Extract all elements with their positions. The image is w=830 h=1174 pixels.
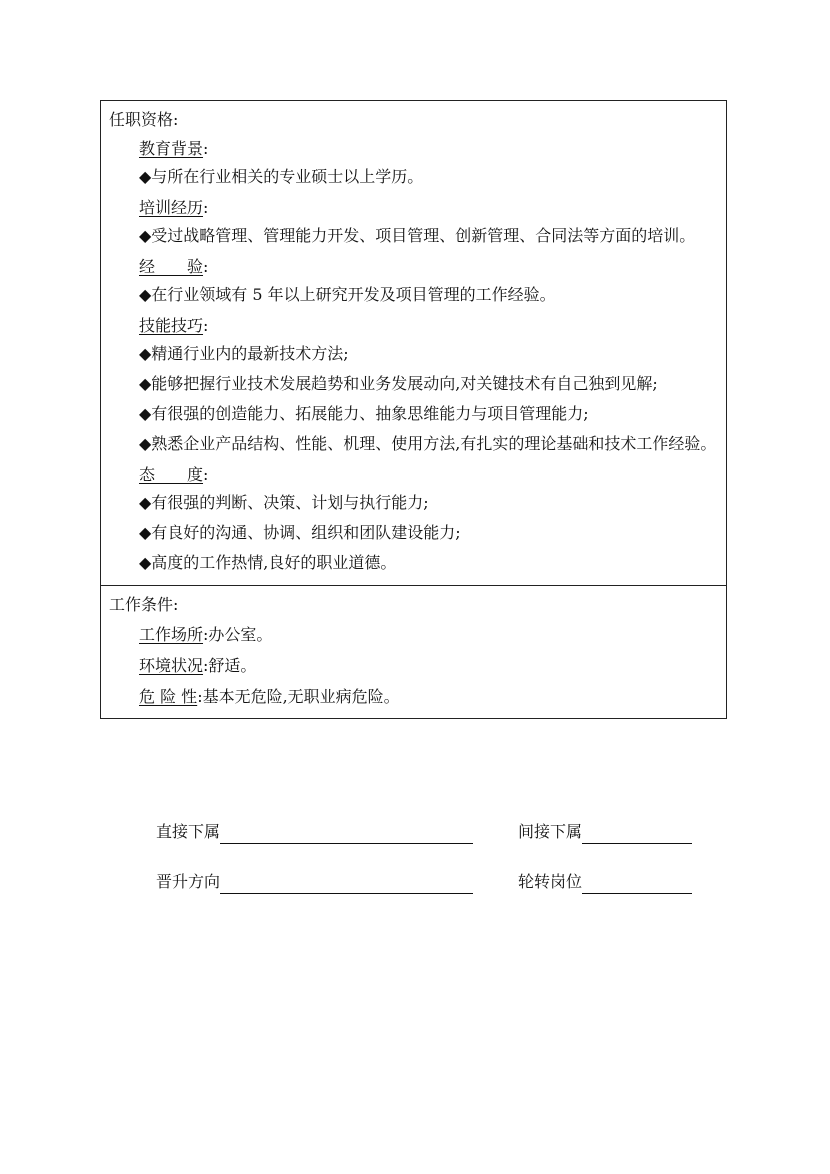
conditions-section [101, 585, 726, 718]
condition-label: 环境状况 [139, 656, 204, 675]
direct-subordinate-field [156, 820, 473, 844]
experience-label: 经 验 [139, 257, 204, 276]
qualifications-title: 任职资格: [109, 110, 179, 129]
promotion-direction-field [156, 870, 473, 894]
condition-row-environment [109, 650, 718, 681]
promotion-direction-label: 晋升方向 [156, 872, 221, 891]
experience-colon: : [203, 257, 209, 276]
skills-item: ◆能够把握行业技术发展趋势和业务发展动向,对关键技术有自己独到见解; [139, 374, 658, 393]
qualification-table [100, 100, 727, 719]
attitude-label: 态 度 [139, 465, 204, 484]
condition-value: :办公室。 [203, 625, 273, 644]
training-colon: : [203, 198, 209, 217]
skills-heading [109, 311, 718, 340]
direct-subordinate-label: 直接下属 [156, 822, 221, 841]
direct-subordinate-input-line[interactable] [220, 823, 473, 844]
conditions-title: 工作条件: [109, 595, 179, 614]
indirect-subordinate-label: 间接下属 [518, 822, 583, 841]
education-label: 教育背景 [139, 139, 204, 158]
condition-label: 危 险 性 [139, 687, 198, 706]
experience-heading [109, 252, 718, 281]
skills-item: ◆有很强的创造能力、拓展能力、抽象思维能力与项目管理能力; [139, 404, 589, 423]
training-label: 培训经历 [139, 198, 204, 217]
training-heading [109, 193, 718, 222]
indirect-subordinate-field [518, 820, 692, 844]
attitude-heading [109, 460, 718, 489]
condition-value: :舒适。 [203, 656, 257, 675]
attitude-item: ◆高度的工作热情,良好的职业道德。 [139, 553, 397, 572]
condition-row-workplace [109, 619, 718, 650]
skills-colon: : [203, 316, 209, 335]
skills-label: 技能技巧 [139, 316, 204, 335]
condition-label: 工作场所 [139, 625, 204, 644]
attitude-colon: : [203, 465, 209, 484]
indirect-subordinate-input-line[interactable] [582, 823, 692, 844]
condition-row-hazard [109, 681, 718, 712]
rotation-position-label: 轮转岗位 [518, 872, 583, 891]
promotion-direction-input-line[interactable] [220, 873, 473, 894]
rotation-position-field [518, 870, 692, 894]
training-item: ◆受过战略管理、管理能力开发、项目管理、创新管理、合同法等方面的培训。 [139, 226, 696, 245]
skills-item: ◆精通行业内的最新技术方法; [139, 344, 349, 363]
rotation-position-input-line[interactable] [582, 873, 692, 894]
education-colon: : [203, 139, 209, 158]
education-item: ◆与所在行业相关的专业硕士以上学历。 [139, 167, 424, 186]
skills-item: ◆熟悉企业产品结构、性能、机理、使用方法,有扎实的理论基础和技术工作经验。 [139, 434, 717, 453]
attitude-item: ◆有很强的判断、决策、计划与执行能力; [139, 493, 429, 512]
education-heading [109, 134, 718, 163]
experience-item: ◆在行业领域有 5 年以上研究开发及项目管理的工作经验。 [139, 285, 556, 304]
qualifications-section [101, 101, 726, 585]
condition-value: :基本无危险,无职业病危险。 [197, 687, 400, 706]
attitude-item: ◆有良好的沟通、协调、组织和团队建设能力; [139, 523, 461, 542]
